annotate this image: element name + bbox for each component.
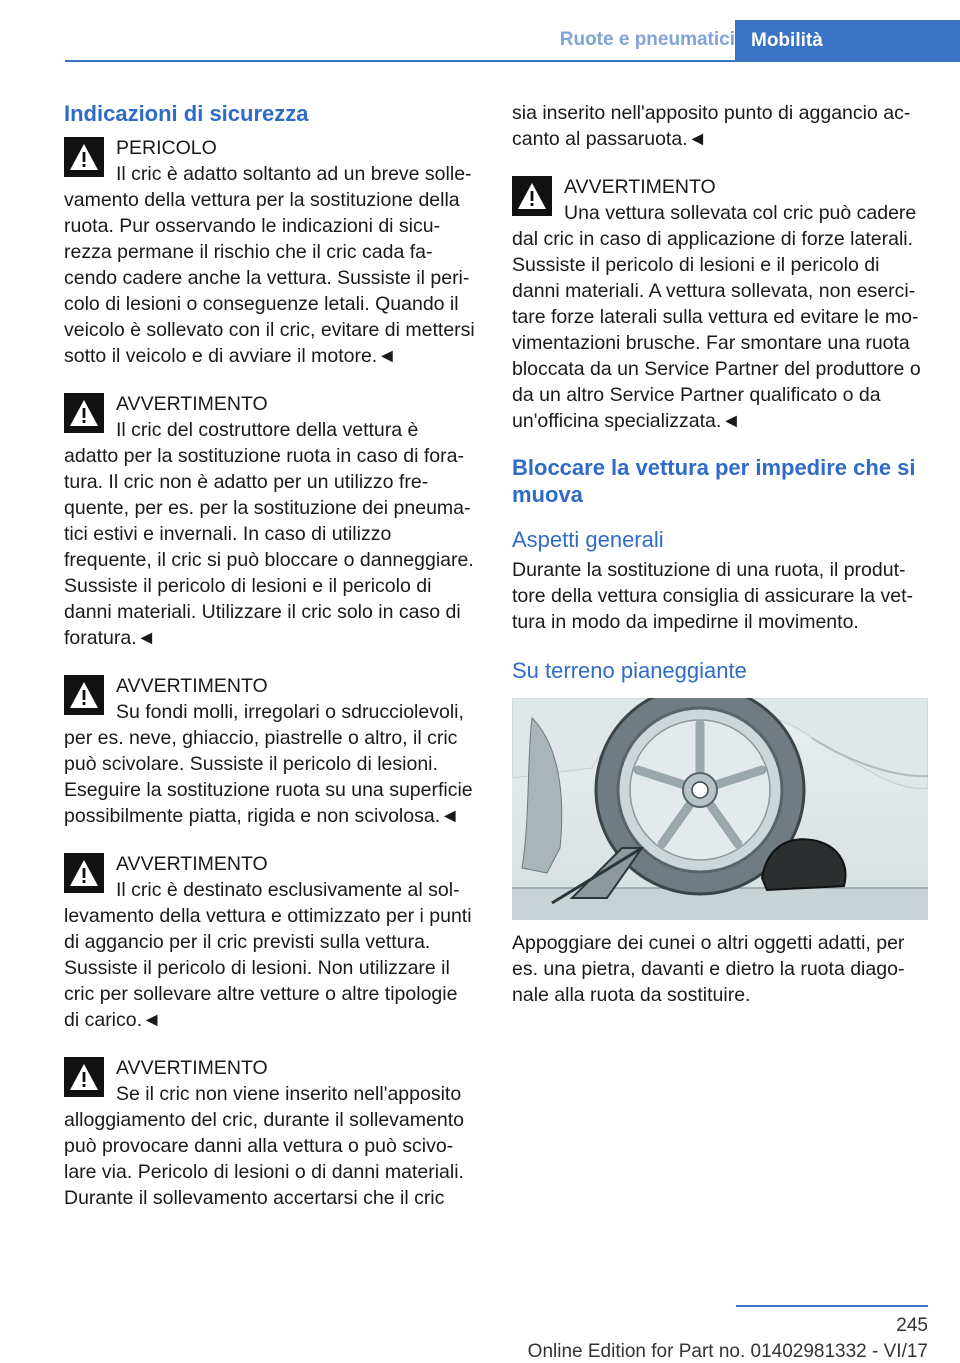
edition-info: Online Edition for Part no. 01402981332 - VI/17 xyxy=(527,1341,928,1362)
warning-title: AVVERTIMENTO xyxy=(116,393,268,415)
warning-triangle-icon xyxy=(64,393,104,433)
warning-title: AVVERTIMENTO xyxy=(564,176,716,198)
warning-block xyxy=(512,174,928,434)
page-number: 245 xyxy=(896,1315,928,1336)
chapter-tab[interactable]: Mobilità xyxy=(735,20,960,62)
footer-rule xyxy=(736,1305,928,1307)
warning-title: AVVERTIMENTO xyxy=(116,1057,268,1079)
warning-block xyxy=(64,851,476,1033)
header-rule xyxy=(65,60,960,62)
warning-triangle-icon xyxy=(64,675,104,715)
warning-text: Il cric è destinato esclusivamente al sollevamento della vettura e ottimizzato per i punti di aggancio per il cric previsti sulla vettura. Sussiste il pericolo di lesioni. Non utilizzare il cric per sollevare altre vetture o altre tipologie di carico.◄ xyxy=(64,879,472,1031)
warning-block xyxy=(64,391,476,651)
subheading-general: Aspetti generali xyxy=(512,527,664,552)
warning-text: Su fondi molli, irregolari o sdrucciolevoli, per es. neve, ghiaccio, piastrelle o altro, il cric può scivolare. Sussiste il pericolo di lesioni. Eseguire la sostituzione ruota su una superficie possibilmente piatta, rigida e non scivolosa.◄ xyxy=(64,701,473,827)
right-column xyxy=(512,100,928,1008)
section-heading-secure-vehicle: Bloccare la vettura per impedire che si muova xyxy=(512,455,916,507)
warning-title: AVVERTIMENTO xyxy=(116,675,268,697)
general-text: Durante la sostituzione di una ruota, il produttore della vettura consiglia di assicurare la vettura in modo da impedirne il movimento. xyxy=(512,559,914,633)
left-column xyxy=(64,100,476,1233)
warning-title: AVVERTIMENTO xyxy=(116,853,268,875)
warning-block xyxy=(64,673,476,829)
warning-triangle-icon xyxy=(64,853,104,893)
warning-title: PERICOLO xyxy=(116,137,217,159)
page-header xyxy=(65,20,960,62)
warning-triangle-icon xyxy=(64,137,104,177)
warning-triangle-icon xyxy=(64,1057,104,1097)
wheel-chock-illustration xyxy=(512,698,928,920)
section-heading-safety: Indicazioni di sicurezza xyxy=(64,101,309,126)
subheading-level-ground: Su terreno pianeggiante xyxy=(512,658,747,683)
warning-block-danger xyxy=(64,135,476,369)
warning-block xyxy=(64,1055,476,1211)
section-tab[interactable]: Ruote e pneumatici xyxy=(559,29,735,50)
continued-text: sia inserito nell'apposito punto di aggancio accanto al passaruota.◄ xyxy=(512,102,911,150)
warning-text: Una vettura sollevata col cric può cadere dal cric in caso di applicazione di forze laterali. Sussiste il pericolo di lesioni e il pericolo di danni materiali. A vettura sollevata, non esercitare forze laterali sulla vettura ed evitare le movimentazioni brusche. Far smontare una ruota bloccata da un Service Partner del produttore o da un altro Service Partner qualificato o da un'officina specializzata.◄ xyxy=(512,202,921,432)
warning-text: Il cric è adatto soltanto ad un breve sollevamento della vettura per la sostituzione della ruota. Pur osservando le indicazioni di sicurezza permane il rischio che il cric cada facendo cadere anche la vettura. Sussiste il pericolo di lesioni o conseguenze letali. Quando il veicolo è sollevato con il cric, evitare di mettersi sotto il veicolo e di avviare il motore.◄ xyxy=(64,163,475,367)
warning-triangle-icon xyxy=(512,176,552,216)
warning-text: Il cric del costruttore della vettura è adatto per la sostituzione ruota in caso di foratura. Il cric non è adatto per un utilizzo frequente, per es. per la sostituzione dei pneumatici estivi e invernali. In caso di utilizzo frequente, il cric si può bloccare o danneggiare. Sussiste il pericolo di lesioni e il pericolo di danni materiali. Utilizzare il cric solo in caso di foratura.◄ xyxy=(64,419,474,649)
warning-text: Se il cric non viene inserito nell'apposito alloggiamento del cric, durante il sollevamento può provocare danni alla vettura o può scivolare via. Pericolo di lesioni o di danni materiali. Durante il sollevamento accertarsi che il cric xyxy=(64,1083,464,1209)
image-caption: Appoggiare dei cunei o altri oggetti adatti, per es. una pietra, davanti e dietro la ruota diagonale alla ruota da sostituire. xyxy=(512,932,905,1006)
